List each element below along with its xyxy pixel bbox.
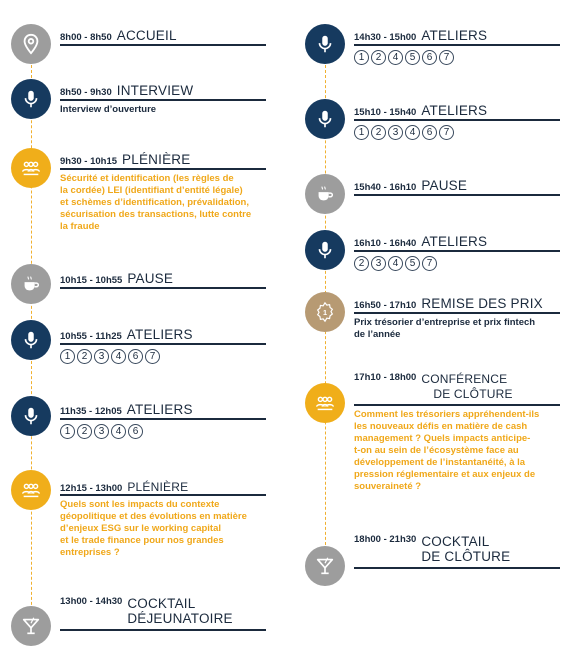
audience-icon <box>11 470 51 510</box>
workshop-number: 4 <box>111 349 126 364</box>
separator-rule <box>60 168 266 170</box>
description-line: sécurisation des transactions, lutte contre <box>60 209 252 220</box>
session-description <box>60 104 156 116</box>
session-pause-heading <box>60 270 173 288</box>
session-time: 9h30 - 10h15 <box>60 156 118 167</box>
workshop-number: 5 <box>405 256 420 271</box>
description-line: la fraude <box>60 221 100 232</box>
coffee-cup-icon <box>11 264 51 304</box>
session-title-line2: DE CLÔTURE <box>433 387 513 401</box>
workshop-number: 2 <box>371 50 386 65</box>
session-time: 15h40 - 16h10 <box>354 182 417 193</box>
description-line: t-on au sein de l’écosystème face au <box>354 445 519 456</box>
location-pin-icon <box>11 24 51 64</box>
coffee-cup-icon <box>305 174 345 214</box>
description-line: Sécurité et identification (les règles de <box>60 173 234 184</box>
session-time: 13h00 - 14h30 <box>60 596 123 607</box>
workshop-number: 6 <box>422 50 437 65</box>
workshop-numbers <box>354 50 454 65</box>
session-cocktail-heading <box>60 596 233 626</box>
microphone-icon <box>11 79 51 119</box>
description-line: management ? Quels impacts anticipe- <box>354 433 531 444</box>
session-title: PAUSE <box>127 271 174 286</box>
session-time: 11h35 - 12h05 <box>60 406 122 417</box>
session-title: PAUSE <box>421 178 468 193</box>
workshop-number: 1 <box>60 349 75 364</box>
session-ateliers-heading <box>60 326 193 344</box>
description-line: la cordée) LEI (identifiant d’entité légale) <box>60 185 243 196</box>
description-line: Quels sont les impacts du contexte <box>60 499 220 510</box>
session-title: PLÉNIÈRE <box>122 152 191 167</box>
description-line: souveraineté ? <box>354 481 422 492</box>
workshop-number: 3 <box>388 125 403 140</box>
separator-rule <box>60 99 266 101</box>
workshop-number: 7 <box>439 125 454 140</box>
workshop-numbers <box>354 125 454 140</box>
session-description <box>60 173 285 233</box>
workshop-number: 4 <box>388 256 403 271</box>
session-description <box>354 409 576 493</box>
session-title: PLÉNIÈRE <box>127 480 189 494</box>
description-line: Comment les trésoriers appréhendent-ils <box>354 409 540 420</box>
workshop-numbers <box>60 349 160 364</box>
session-title: ATELIERS <box>126 402 193 417</box>
session-time: 18h00 - 21h30 <box>354 534 417 545</box>
session-title-line2: DE CLÔTURE <box>421 549 511 564</box>
separator-rule <box>354 567 560 569</box>
session-time: 15h10 - 15h40 <box>354 107 417 118</box>
microphone-icon <box>305 230 345 270</box>
workshop-numbers <box>60 424 143 439</box>
cocktail-glass-icon <box>305 546 345 586</box>
workshop-number: 2 <box>77 349 92 364</box>
microphone-icon <box>305 99 345 139</box>
description-line: développement de l’instantanéité, à la <box>354 457 526 468</box>
session-time: 10h55 - 11h25 <box>60 331 122 342</box>
svg-text:1: 1 <box>322 308 328 318</box>
separator-rule <box>60 629 266 631</box>
session-time: 16h10 - 16h40 <box>354 238 417 249</box>
workshop-number: 1 <box>354 50 369 65</box>
session-title-line1: CONFÉRENCE <box>421 372 508 386</box>
description-line: de l’année <box>354 329 401 340</box>
session-remise-heading <box>354 295 543 313</box>
session-description <box>354 317 574 341</box>
session-time: 10h15 - 10h55 <box>60 275 123 286</box>
session-time: 8h50 - 9h30 <box>60 87 112 98</box>
cocktail-glass-icon <box>11 606 51 646</box>
award-medal-icon <box>305 292 345 332</box>
separator-rule <box>60 418 266 420</box>
separator-rule <box>60 287 266 289</box>
description-line: Prix trésorier d’entreprise et prix fintech <box>354 317 536 328</box>
workshop-number: 6 <box>128 424 143 439</box>
audience-icon <box>11 148 51 188</box>
separator-rule <box>60 44 266 46</box>
workshop-number: 7 <box>439 50 454 65</box>
session-conference-heading <box>354 372 513 402</box>
session-time: 8h00 - 8h50 <box>60 32 112 43</box>
workshop-number: 5 <box>405 50 420 65</box>
separator-rule <box>354 250 560 252</box>
workshop-number: 4 <box>388 50 403 65</box>
session-title: REMISE DES PRIX <box>421 296 543 311</box>
workshop-number: 2 <box>77 424 92 439</box>
microphone-icon <box>11 320 51 360</box>
workshop-number: 6 <box>128 349 143 364</box>
session-ateliers-heading <box>60 401 193 419</box>
microphone-icon <box>305 24 345 64</box>
workshop-number: 2 <box>354 256 369 271</box>
workshop-numbers <box>354 256 437 271</box>
session-title: ACCUEIL <box>116 28 177 43</box>
workshop-number: 2 <box>371 125 386 140</box>
separator-rule <box>60 494 266 496</box>
description-line: entreprises ? <box>60 547 120 558</box>
separator-rule <box>354 312 560 314</box>
separator-rule <box>354 194 560 196</box>
description-line: et schèmes d’identification, prévalidation, <box>60 197 249 208</box>
session-title-line1: COCKTAIL <box>127 596 196 611</box>
workshop-number: 7 <box>422 256 437 271</box>
session-title: INTERVIEW <box>116 83 194 98</box>
session-title: ATELIERS <box>421 103 488 118</box>
session-title-line1: COCKTAIL <box>421 534 490 549</box>
workshop-number: 4 <box>405 125 420 140</box>
separator-rule <box>354 119 560 121</box>
workshop-number: 1 <box>60 424 75 439</box>
workshop-number: 3 <box>371 256 386 271</box>
session-ateliers-heading <box>354 102 487 120</box>
session-cocktail-heading <box>354 534 510 564</box>
workshop-number: 7 <box>145 349 160 364</box>
separator-rule <box>354 404 560 406</box>
session-accueil-heading <box>60 27 177 45</box>
session-pleniere-heading <box>60 151 190 169</box>
workshop-number: 1 <box>354 125 369 140</box>
audience-icon <box>305 383 345 423</box>
workshop-number: 3 <box>94 349 109 364</box>
session-title: ATELIERS <box>421 28 488 43</box>
session-time: 17h10 - 18h00 <box>354 372 417 383</box>
workshop-number: 3 <box>94 424 109 439</box>
description-line: pression réglementaire et aux enjeux de <box>354 469 536 480</box>
session-ateliers-heading <box>354 27 487 45</box>
description-line: géopolitique et des évolutions en matière <box>60 511 247 522</box>
microphone-icon <box>11 396 51 436</box>
session-interview-heading <box>60 82 193 100</box>
session-time: 12h15 - 13h00 <box>60 483 123 494</box>
description-line: Interview d’ouverture <box>60 104 157 115</box>
session-title-line2: DÉJEUNATOIRE <box>127 611 233 626</box>
session-pause-heading <box>354 177 467 195</box>
session-ateliers-heading <box>354 233 487 251</box>
session-time: 14h30 - 15h00 <box>354 32 417 43</box>
session-title: ATELIERS <box>421 234 488 249</box>
description-line: les nouveaux défis en matière de cash <box>354 421 528 432</box>
separator-rule <box>60 343 266 345</box>
workshop-number: 4 <box>111 424 126 439</box>
workshop-number: 6 <box>422 125 437 140</box>
description-line: d’enjeux ESG sur le working capital <box>60 523 222 534</box>
session-description <box>60 499 285 559</box>
separator-rule <box>354 44 560 46</box>
session-time: 16h50 - 17h10 <box>354 300 417 311</box>
session-title: ATELIERS <box>126 327 193 342</box>
description-line: et le trade finance pour nos grandes <box>60 535 224 546</box>
